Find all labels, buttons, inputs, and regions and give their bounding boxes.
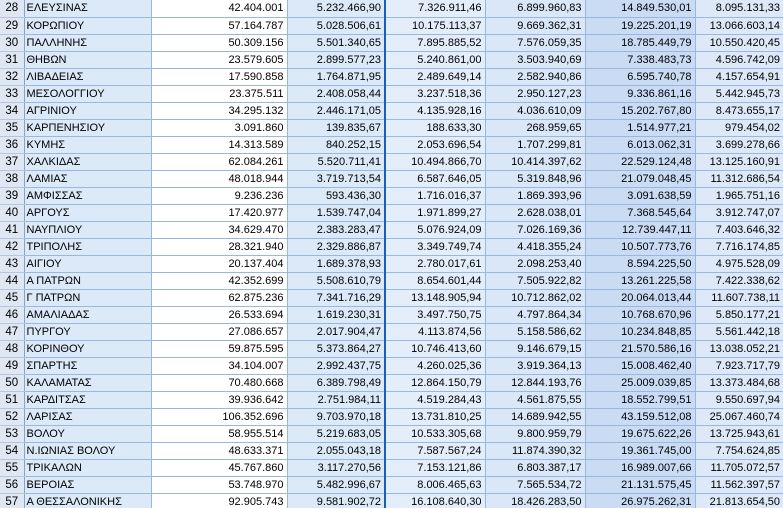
value-cell-col-d[interactable]: 9.703.970,18 [287, 408, 385, 425]
office-name-cell[interactable]: Α ΘΕΣΣΑΛΟΝΙΚΗΣ [24, 493, 151, 508]
value-cell-col-c[interactable]: 34.104.007 [151, 357, 287, 374]
value-cell-col-g[interactable]: 10.768.670,96 [585, 306, 695, 323]
value-cell-col-g[interactable]: 7.338.483,73 [585, 51, 695, 68]
value-cell-col-g[interactable]: 6.013.062,31 [585, 136, 695, 153]
row-header[interactable]: 40 [0, 204, 24, 221]
value-cell-col-f[interactable]: 2.582.940,86 [485, 68, 585, 85]
office-name-cell[interactable]: ΒΟΛΟΥ [24, 425, 151, 442]
value-cell-col-g[interactable]: 15.008.462,40 [585, 357, 695, 374]
value-cell-col-f[interactable]: 9.146.679,15 [485, 340, 585, 357]
office-name-cell[interactable]: ΣΠΑΡΤΗΣ [24, 357, 151, 374]
value-cell-col-g[interactable]: 18.785.449,79 [585, 34, 695, 51]
value-cell-col-d[interactable]: 2.446.171,05 [287, 102, 385, 119]
office-name-cell[interactable]: ΤΡΙΚΑΛΩΝ [24, 459, 151, 476]
row-header[interactable]: 41 [0, 221, 24, 238]
value-cell-col-g[interactable]: 21.570.586,16 [585, 340, 695, 357]
value-cell-col-d[interactable]: 2.899.577,23 [287, 51, 385, 68]
table-row [0, 272, 783, 289]
value-cell-col-f[interactable]: 6.803.387,17 [485, 459, 585, 476]
row-header[interactable]: 43 [0, 255, 24, 272]
value-cell-col-d[interactable]: 593.436,30 [287, 187, 385, 204]
value-cell-col-e[interactable]: 2.780.017,61 [385, 255, 485, 272]
value-cell-col-g[interactable]: 3.091.638,59 [585, 187, 695, 204]
value-cell-col-h[interactable]: 9.550.697,94 [695, 391, 783, 408]
value-cell-col-h[interactable]: 11.705.072,57 [695, 459, 783, 476]
value-cell-col-f[interactable]: 12.844.193,76 [485, 374, 585, 391]
value-cell-col-h[interactable]: 11.312.686,54 [695, 170, 783, 187]
table-row [0, 238, 783, 255]
value-cell-col-g[interactable]: 26.975.262,31 [585, 493, 695, 508]
table-row [0, 187, 783, 204]
value-cell-col-c[interactable]: 23.579.605 [151, 51, 287, 68]
value-cell-col-c[interactable]: 50.309.156 [151, 34, 287, 51]
value-cell-col-f[interactable]: 10.414.397,62 [485, 153, 585, 170]
table-row [0, 221, 783, 238]
value-cell-col-h[interactable]: 7.716.174,85 [695, 238, 783, 255]
value-cell-col-h[interactable]: 5.442.945,73 [695, 85, 783, 102]
value-cell-col-g[interactable]: 8.594.225,50 [585, 255, 695, 272]
value-cell-col-d[interactable]: 1.689.378,93 [287, 255, 385, 272]
value-cell-col-e[interactable]: 4.113.874,56 [385, 323, 485, 340]
value-cell-col-d[interactable]: 139.835,67 [287, 119, 385, 136]
value-cell-col-f[interactable]: 1.707.299,81 [485, 136, 585, 153]
value-cell-col-f[interactable]: 18.426.283,50 [485, 493, 585, 508]
row-header[interactable]: 52 [0, 408, 24, 425]
value-cell-col-e[interactable]: 10.533.305,68 [385, 425, 485, 442]
row-header[interactable]: 28 [0, 0, 24, 17]
value-cell-col-d[interactable]: 1.619.230,31 [287, 306, 385, 323]
table-row [0, 34, 783, 51]
value-cell-col-e[interactable]: 188.633,30 [385, 119, 485, 136]
row-header[interactable]: 51 [0, 391, 24, 408]
value-cell-col-d[interactable]: 5.028.506,61 [287, 17, 385, 34]
value-cell-col-e[interactable]: 4.260.025,36 [385, 357, 485, 374]
value-cell-col-d[interactable]: 6.389.798,49 [287, 374, 385, 391]
row-header[interactable]: 29 [0, 17, 24, 34]
row-header[interactable]: 36 [0, 136, 24, 153]
row-header[interactable]: 34 [0, 102, 24, 119]
value-cell-col-e[interactable]: 6.587.646,05 [385, 170, 485, 187]
value-cell-col-d[interactable]: 5.232.466,90 [287, 0, 385, 17]
value-cell-col-h[interactable]: 11.562.397,57 [695, 476, 783, 493]
value-cell-col-d[interactable]: 3.719.713,54 [287, 170, 385, 187]
value-cell-col-f[interactable]: 5.158.586,62 [485, 323, 585, 340]
row-header[interactable]: 37 [0, 153, 24, 170]
value-cell-col-f[interactable]: 4.561.875,55 [485, 391, 585, 408]
value-cell-col-g[interactable]: 22.529.124,48 [585, 153, 695, 170]
value-cell-col-d[interactable]: 5.508.610,79 [287, 272, 385, 289]
value-cell-col-e[interactable]: 4.135.928,16 [385, 102, 485, 119]
value-cell-col-h[interactable]: 7.923.717,79 [695, 357, 783, 374]
table-row [0, 442, 783, 459]
value-cell-col-e[interactable]: 10.175.113,37 [385, 17, 485, 34]
value-cell-col-d[interactable]: 2.408.058,44 [287, 85, 385, 102]
office-name-cell[interactable]: Α ΠΑΤΡΩΝ [24, 272, 151, 289]
value-cell-col-g[interactable]: 19.225.201,19 [585, 17, 695, 34]
value-cell-col-g[interactable]: 19.361.745,00 [585, 442, 695, 459]
office-name-cell[interactable]: ΤΡΙΠΟΛΗΣ [24, 238, 151, 255]
table-row [0, 255, 783, 272]
value-cell-col-h[interactable]: 8.473.655,17 [695, 102, 783, 119]
row-header[interactable]: 56 [0, 476, 24, 493]
value-cell-col-g[interactable]: 19.675.622,26 [585, 425, 695, 442]
value-cell-col-e[interactable]: 5.076.924,09 [385, 221, 485, 238]
value-cell-col-h[interactable]: 21.813.654,50 [695, 493, 783, 508]
value-cell-col-e[interactable]: 7.326.911,46 [385, 0, 485, 17]
row-header[interactable]: 53 [0, 425, 24, 442]
value-cell-col-c[interactable]: 62.084.261 [151, 153, 287, 170]
value-cell-col-d[interactable]: 2.383.283,47 [287, 221, 385, 238]
row-header[interactable]: 49 [0, 357, 24, 374]
office-name-cell[interactable]: ΚΑΡΔΙΤΣΑΣ [24, 391, 151, 408]
value-cell-col-c[interactable]: 45.767.860 [151, 459, 287, 476]
value-cell-col-c[interactable]: 59.875.595 [151, 340, 287, 357]
row-header[interactable]: 48 [0, 340, 24, 357]
row-header[interactable]: 47 [0, 323, 24, 340]
value-cell-col-c[interactable]: 14.313.589 [151, 136, 287, 153]
office-name-cell[interactable]: ΠΥΡΓΟΥ [24, 323, 151, 340]
table-row [0, 459, 783, 476]
value-cell-col-c[interactable]: 3.091.860 [151, 119, 287, 136]
value-cell-col-e[interactable]: 3.349.749,74 [385, 238, 485, 255]
table-row [0, 425, 783, 442]
value-cell-col-c[interactable]: 34.629.470 [151, 221, 287, 238]
table-row [0, 102, 783, 119]
value-cell-col-e[interactable]: 13.148.905,94 [385, 289, 485, 306]
value-cell-col-e[interactable]: 3.237.518,36 [385, 85, 485, 102]
value-cell-col-f[interactable]: 2.950.127,23 [485, 85, 585, 102]
value-cell-col-f[interactable]: 7.505.922,82 [485, 272, 585, 289]
value-cell-col-h[interactable]: 13.125.160,91 [695, 153, 783, 170]
value-cell-col-g[interactable]: 16.989.007,66 [585, 459, 695, 476]
table-row [0, 476, 783, 493]
row-header[interactable]: 45 [0, 289, 24, 306]
table-row [0, 153, 783, 170]
value-cell-col-d[interactable]: 2.329.886,87 [287, 238, 385, 255]
value-cell-col-e[interactable]: 7.895.885,52 [385, 34, 485, 51]
table-row [0, 68, 783, 85]
value-cell-col-f[interactable]: 4.036.610,09 [485, 102, 585, 119]
value-cell-col-f[interactable]: 7.565.534,72 [485, 476, 585, 493]
value-cell-col-g[interactable]: 6.595.740,78 [585, 68, 695, 85]
value-cell-col-c[interactable]: 53.748.970 [151, 476, 287, 493]
value-cell-col-c[interactable]: 17.420.977 [151, 204, 287, 221]
row-header[interactable]: 42 [0, 238, 24, 255]
value-cell-col-f[interactable]: 7.026.169,36 [485, 221, 585, 238]
value-cell-col-f[interactable]: 2.098.253,40 [485, 255, 585, 272]
office-name-cell[interactable]: ΒΕΡΟΙΑΣ [24, 476, 151, 493]
value-cell-col-h[interactable]: 13.038.052,21 [695, 340, 783, 357]
value-cell-col-c[interactable]: 26.533.694 [151, 306, 287, 323]
office-name-cell[interactable]: ΑΜΑΛΙΑΔΑΣ [24, 306, 151, 323]
value-cell-col-d[interactable]: 2.751.984,11 [287, 391, 385, 408]
value-cell-col-e[interactable]: 7.153.121,86 [385, 459, 485, 476]
value-cell-col-d[interactable]: 3.117.270,56 [287, 459, 385, 476]
row-header[interactable]: 30 [0, 34, 24, 51]
office-name-cell[interactable]: ΑΙΓΙΟΥ [24, 255, 151, 272]
value-cell-col-g[interactable]: 25.009.039,85 [585, 374, 695, 391]
table-row [0, 408, 783, 425]
table-row [0, 340, 783, 357]
office-name-cell[interactable]: ΛΑΜΙΑΣ [24, 170, 151, 187]
table-row [0, 119, 783, 136]
value-cell-col-e[interactable]: 2.489.649,14 [385, 68, 485, 85]
office-name-cell[interactable]: ΘΗΒΩΝ [24, 51, 151, 68]
value-cell-col-c[interactable]: 17.590.858 [151, 68, 287, 85]
table-row [0, 323, 783, 340]
office-name-cell[interactable]: ΛΑΡΙΣΑΣ [24, 408, 151, 425]
value-cell-col-f[interactable]: 4.797.864,34 [485, 306, 585, 323]
value-cell-col-d[interactable]: 7.341.716,29 [287, 289, 385, 306]
value-cell-col-f[interactable]: 14.689.942,55 [485, 408, 585, 425]
value-cell-col-c[interactable]: 58.955.514 [151, 425, 287, 442]
value-cell-col-g[interactable]: 7.368.545,64 [585, 204, 695, 221]
office-name-cell[interactable]: ΑΜΦΙΣΣΑΣ [24, 187, 151, 204]
value-cell-col-d[interactable]: 1.764.871,95 [287, 68, 385, 85]
value-cell-col-f[interactable]: 9.800.959,79 [485, 425, 585, 442]
table-row [0, 17, 783, 34]
value-cell-col-e[interactable]: 1.971.899,27 [385, 204, 485, 221]
value-cell-col-h[interactable]: 4.157.654,91 [695, 68, 783, 85]
value-cell-col-g[interactable]: 1.514.977,21 [585, 119, 695, 136]
table-row [0, 136, 783, 153]
office-name-cell[interactable]: ΑΓΡΙΝΙΟΥ [24, 102, 151, 119]
value-cell-col-c[interactable]: 92.905.743 [151, 493, 287, 508]
value-cell-col-c[interactable]: 62.875.236 [151, 289, 287, 306]
value-cell-col-c[interactable]: 48.633.371 [151, 442, 287, 459]
value-cell-col-e[interactable]: 12.864.150,79 [385, 374, 485, 391]
row-header[interactable]: 44 [0, 272, 24, 289]
office-name-cell[interactable]: Γ ΠΑΤΡΩΝ [24, 289, 151, 306]
value-cell-col-d[interactable]: 5.219.683,05 [287, 425, 385, 442]
value-cell-col-f[interactable]: 7.576.059,35 [485, 34, 585, 51]
value-cell-col-e[interactable]: 13.731.810,25 [385, 408, 485, 425]
value-cell-col-e[interactable]: 4.519.284,43 [385, 391, 485, 408]
value-cell-col-c[interactable]: 23.375.511 [151, 85, 287, 102]
value-cell-col-f[interactable]: 6.899.960,83 [485, 0, 585, 17]
value-cell-col-h[interactable]: 25.067.460,74 [695, 408, 783, 425]
value-cell-col-h[interactable]: 13.373.484,68 [695, 374, 783, 391]
row-header[interactable]: 57 [0, 493, 24, 508]
value-cell-col-c[interactable]: 9.236.236 [151, 187, 287, 204]
row-header[interactable]: 54 [0, 442, 24, 459]
value-cell-col-c[interactable]: 106.352.696 [151, 408, 287, 425]
value-cell-col-c[interactable]: 57.164.787 [151, 17, 287, 34]
value-cell-col-g[interactable]: 14.849.530,01 [585, 0, 695, 17]
value-cell-col-e[interactable]: 8.006.465,63 [385, 476, 485, 493]
value-cell-col-d[interactable]: 840.252,15 [287, 136, 385, 153]
value-cell-col-h[interactable]: 13.725.943,61 [695, 425, 783, 442]
row-header[interactable]: 35 [0, 119, 24, 136]
value-cell-col-f[interactable]: 2.628.038,01 [485, 204, 585, 221]
value-cell-col-h[interactable]: 3.699.278,66 [695, 136, 783, 153]
value-cell-col-d[interactable]: 5.482.996,67 [287, 476, 385, 493]
value-cell-col-e[interactable]: 10.746.413,60 [385, 340, 485, 357]
value-cell-col-c[interactable]: 42.352.699 [151, 272, 287, 289]
value-cell-col-f[interactable]: 10.712.862,02 [485, 289, 585, 306]
table-row [0, 391, 783, 408]
value-cell-col-f[interactable]: 3.919.364,13 [485, 357, 585, 374]
value-cell-col-h[interactable]: 8.095.131,33 [695, 0, 783, 17]
office-name-cell[interactable]: ΠΑΛΛΗΝΗΣ [24, 34, 151, 51]
office-name-cell[interactable]: ΝΑΥΠΛΙΟΥ [24, 221, 151, 238]
table-row [0, 170, 783, 187]
office-name-cell[interactable]: ΑΡΓΟΥΣ [24, 204, 151, 221]
value-cell-col-c[interactable]: 39.936.642 [151, 391, 287, 408]
value-cell-col-d[interactable]: 2.017.904,47 [287, 323, 385, 340]
value-cell-col-e[interactable]: 2.053.696,54 [385, 136, 485, 153]
office-name-cell[interactable]: ΧΑΛΚΙΔΑΣ [24, 153, 151, 170]
value-cell-col-d[interactable]: 1.539.747,04 [287, 204, 385, 221]
value-cell-col-c[interactable]: 70.480.668 [151, 374, 287, 391]
value-cell-col-d[interactable]: 5.520.711,41 [287, 153, 385, 170]
value-cell-col-c[interactable]: 28.321.940 [151, 238, 287, 255]
value-cell-col-h[interactable]: 1.965.751,16 [695, 187, 783, 204]
value-cell-col-g[interactable]: 12.739.447,11 [585, 221, 695, 238]
value-cell-col-c[interactable]: 34.295.132 [151, 102, 287, 119]
value-cell-col-e[interactable]: 1.716.016,37 [385, 187, 485, 204]
value-cell-col-h[interactable]: 4.596.742,09 [695, 51, 783, 68]
office-name-cell[interactable]: ΚΥΜΗΣ [24, 136, 151, 153]
value-cell-col-e[interactable]: 5.240.861,00 [385, 51, 485, 68]
value-cell-col-f[interactable]: 1.869.393,96 [485, 187, 585, 204]
value-cell-col-g[interactable]: 15.202.767,80 [585, 102, 695, 119]
value-cell-col-g[interactable]: 9.336.861,16 [585, 85, 695, 102]
row-header[interactable]: 32 [0, 68, 24, 85]
row-header[interactable]: 50 [0, 374, 24, 391]
table-row [0, 357, 783, 374]
value-cell-col-h[interactable]: 7.754.624,85 [695, 442, 783, 459]
value-cell-col-h[interactable]: 5.850.177,21 [695, 306, 783, 323]
office-name-cell[interactable]: ΚΑΛΑΜΑΤΑΣ [24, 374, 151, 391]
value-cell-col-d[interactable]: 9.581.902,72 [287, 493, 385, 508]
office-name-cell[interactable]: ΛΙΒΑΔΕΙΑΣ [24, 68, 151, 85]
row-header[interactable]: 38 [0, 170, 24, 187]
value-cell-col-e[interactable]: 7.587.567,24 [385, 442, 485, 459]
value-cell-col-g[interactable]: 20.064.013,44 [585, 289, 695, 306]
value-cell-col-f[interactable]: 5.319.848,96 [485, 170, 585, 187]
value-cell-col-g[interactable]: 43.159.512,08 [585, 408, 695, 425]
table-row [0, 493, 783, 508]
office-name-cell[interactable]: ΜΕΣΟΛΟΓΓΙΟΥ [24, 85, 151, 102]
table-row [0, 306, 783, 323]
value-cell-col-h[interactable]: 979.454,02 [695, 119, 783, 136]
row-header[interactable]: 31 [0, 51, 24, 68]
table-row [0, 51, 783, 68]
value-cell-col-f[interactable]: 3.503.940,69 [485, 51, 585, 68]
table-row [0, 374, 783, 391]
value-cell-col-e[interactable]: 16.108.640,30 [385, 493, 485, 508]
row-header[interactable]: 33 [0, 85, 24, 102]
value-cell-col-d[interactable]: 2.992.437,75 [287, 357, 385, 374]
value-cell-col-g[interactable]: 10.507.773,76 [585, 238, 695, 255]
table-row [0, 85, 783, 102]
value-cell-col-e[interactable]: 3.497.750,75 [385, 306, 485, 323]
value-cell-col-h[interactable]: 10.550.420,45 [695, 34, 783, 51]
value-cell-col-c[interactable]: 27.086.657 [151, 323, 287, 340]
value-cell-col-g[interactable]: 18.552.799,51 [585, 391, 695, 408]
value-cell-col-d[interactable]: 5.373.864,27 [287, 340, 385, 357]
row-header[interactable]: 46 [0, 306, 24, 323]
office-name-cell[interactable]: ΚΑΡΠΕΝΗΣΙΟΥ [24, 119, 151, 136]
value-cell-col-g[interactable]: 10.234.848,85 [585, 323, 695, 340]
table-row [0, 204, 783, 221]
value-cell-col-h[interactable]: 13.066.603,14 [695, 17, 783, 34]
value-cell-col-f[interactable]: 4.418.355,24 [485, 238, 585, 255]
value-cell-col-d[interactable]: 2.055.043,18 [287, 442, 385, 459]
value-cell-col-c[interactable]: 48.018.944 [151, 170, 287, 187]
value-cell-col-h[interactable]: 3.912.747,07 [695, 204, 783, 221]
table-row [0, 0, 783, 17]
value-cell-col-f[interactable]: 268.959,65 [485, 119, 585, 136]
value-cell-col-g[interactable]: 21.079.048,45 [585, 170, 695, 187]
value-cell-col-h[interactable]: 7.422.338,62 [695, 272, 783, 289]
value-cell-col-h[interactable]: 11.607.738,11 [695, 289, 783, 306]
office-name-cell[interactable]: Ν.ΙΩΝΙΑΣ ΒΟΛΟΥ [24, 442, 151, 459]
value-cell-col-g[interactable]: 21.131.575,45 [585, 476, 695, 493]
value-cell-col-h[interactable]: 7.403.646,32 [695, 221, 783, 238]
value-cell-col-h[interactable]: 4.975.528,09 [695, 255, 783, 272]
row-header[interactable]: 39 [0, 187, 24, 204]
value-cell-col-e[interactable]: 10.494.866,70 [385, 153, 485, 170]
office-name-cell[interactable]: ΕΛΕΥΣΙΝΑΣ [24, 0, 151, 17]
value-cell-col-c[interactable]: 20.137.404 [151, 255, 287, 272]
value-cell-col-f[interactable]: 11.874.390,32 [485, 442, 585, 459]
value-cell-col-d[interactable]: 5.501.340,65 [287, 34, 385, 51]
value-cell-col-g[interactable]: 13.261.225,58 [585, 272, 695, 289]
office-name-cell[interactable]: ΚΟΡΩΠΙΟΥ [24, 17, 151, 34]
value-cell-col-f[interactable]: 9.669.362,31 [485, 17, 585, 34]
table-row [0, 289, 783, 306]
value-cell-col-h[interactable]: 5.561.442,18 [695, 323, 783, 340]
value-cell-col-e[interactable]: 8.654.601,44 [385, 272, 485, 289]
office-name-cell[interactable]: ΚΟΡΙΝΘΟΥ [24, 340, 151, 357]
row-header[interactable]: 55 [0, 459, 24, 476]
value-cell-col-c[interactable]: 42.404.001 [151, 0, 287, 17]
